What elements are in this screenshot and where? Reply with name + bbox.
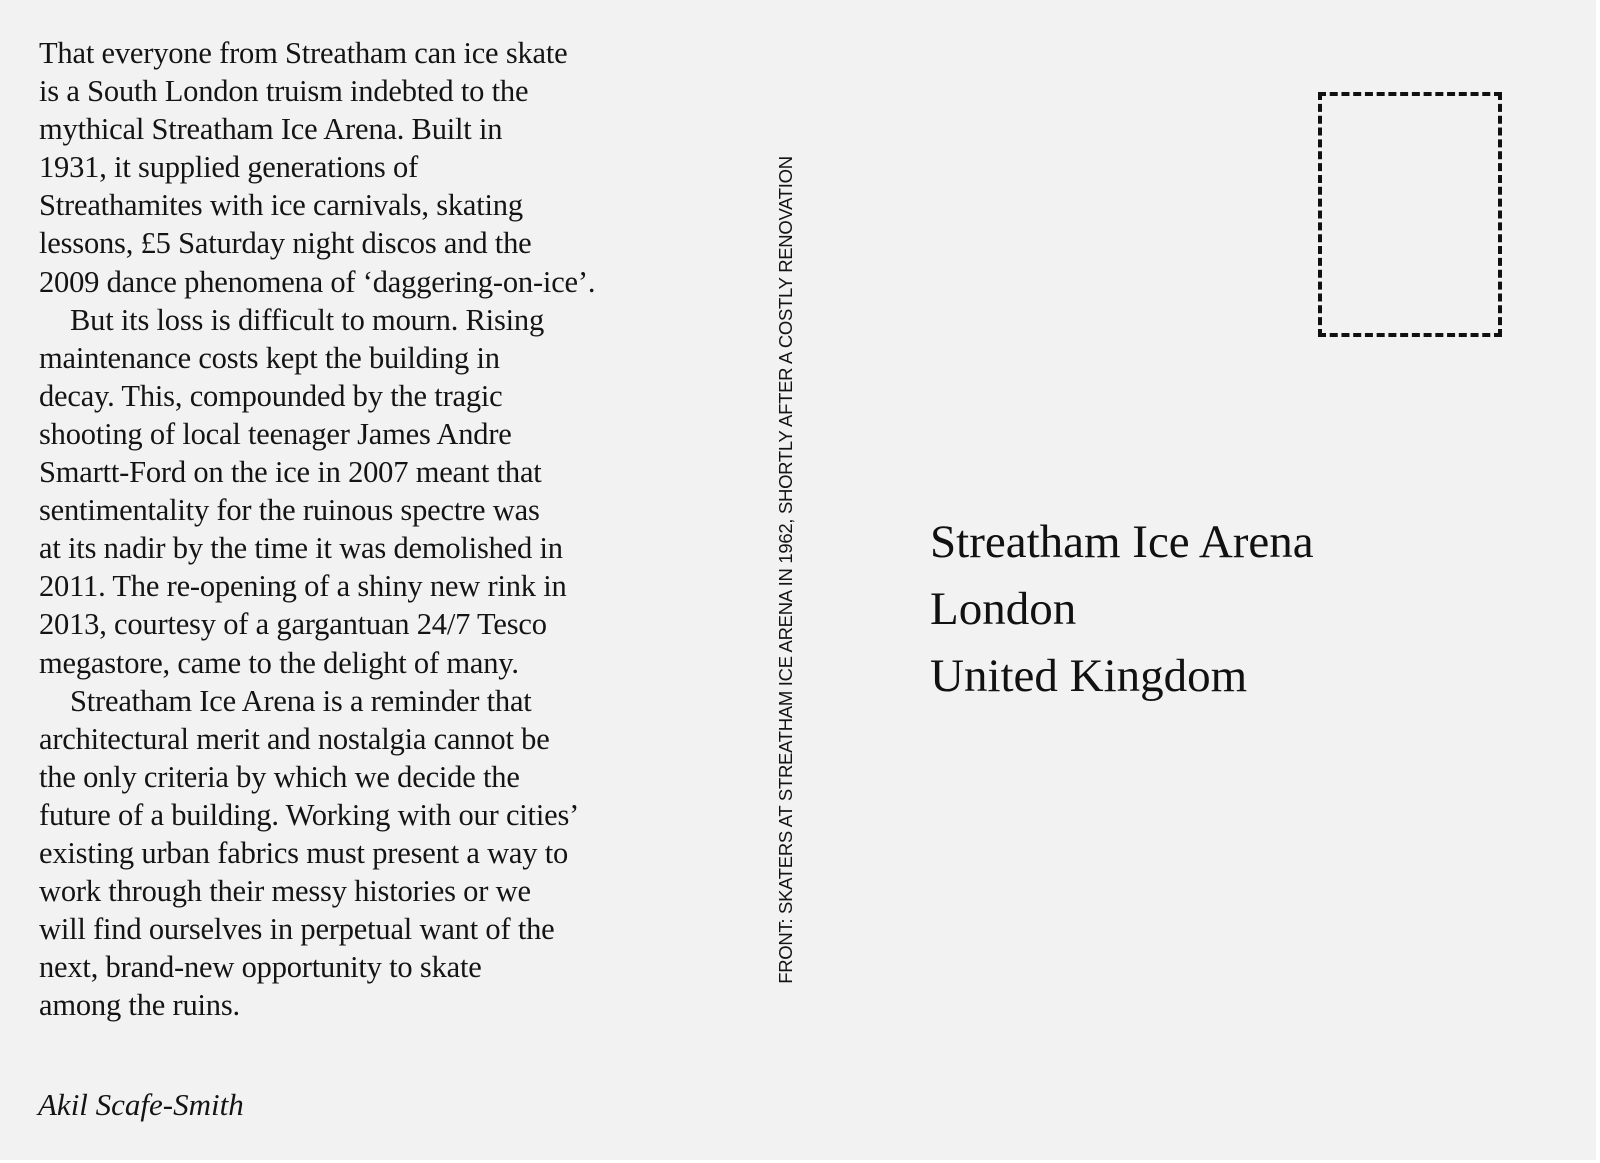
address-line-country: United Kingdom xyxy=(930,650,1248,702)
essay-line: lessons, £5 Saturday night discos and the xyxy=(39,226,532,261)
essay-line: decay. This, compounded by the tragic xyxy=(39,378,503,413)
essay-line: That everyone from Streatham can ice skate xyxy=(39,36,568,70)
essay-line: is a South London truism indebted to the xyxy=(39,74,529,109)
essay-line: shooting of local teenager James Andre xyxy=(39,416,512,451)
essay-line: next, brand-new opportunity to skate xyxy=(39,950,482,985)
essay-line: 2009 dance phenomena of ‘daggering-on-ice’. xyxy=(39,264,596,299)
essay-line: 2011. The re-opening of a shiny new rink in xyxy=(39,569,567,604)
essay-line: existing urban fabrics must present a way to xyxy=(39,835,569,870)
essay-line: Smartt-Ford on the ice in 2007 meant that xyxy=(39,455,542,490)
address-block xyxy=(930,509,1314,710)
essay-line: megastore, came to the delight of many. xyxy=(39,645,519,680)
front-image-caption: FRONT: SKATERS AT STREATHAM ICE ARENA IN 1962, SHORTLY AFTER A COSTLY RENOVATION xyxy=(775,156,796,984)
stamp-placeholder-box xyxy=(1318,92,1502,337)
essay-line: maintenance costs kept the building in xyxy=(39,340,500,375)
essay-line: future of a building. Working with our cities’ xyxy=(39,797,580,832)
essay-text xyxy=(39,34,739,1024)
essay-line: architectural merit and nostalgia cannot be xyxy=(39,721,550,756)
essay-line: 1931, it supplied generations of xyxy=(39,150,419,185)
essay-line: Streathamites with ice carnivals, skating xyxy=(39,188,523,223)
essay-line: But its loss is difficult to mourn. Rising xyxy=(70,302,545,337)
essay-line: mythical Streatham Ice Arena. Built in xyxy=(39,112,503,147)
essay-line: at its nadir by the time it was demolished in xyxy=(39,531,563,566)
essay-line: work through their messy histories or we xyxy=(39,874,531,909)
essay-line: the only criteria by which we decide the xyxy=(39,759,520,794)
address-line-venue: Streatham Ice Arena xyxy=(930,516,1314,568)
essay-line: among the ruins. xyxy=(39,988,240,1023)
address-line-city: London xyxy=(930,583,1077,635)
essay-line: will find ourselves in perpetual want of the xyxy=(39,912,555,947)
essay-line: 2013, courtesy of a gargantuan 24/7 Tesco xyxy=(39,607,547,642)
essay-line: sentimentality for the ruinous spectre was xyxy=(39,493,540,528)
author-signature: Akil Scafe-Smith xyxy=(38,1087,244,1122)
essay-line: Streatham Ice Arena is a reminder that xyxy=(70,683,532,718)
